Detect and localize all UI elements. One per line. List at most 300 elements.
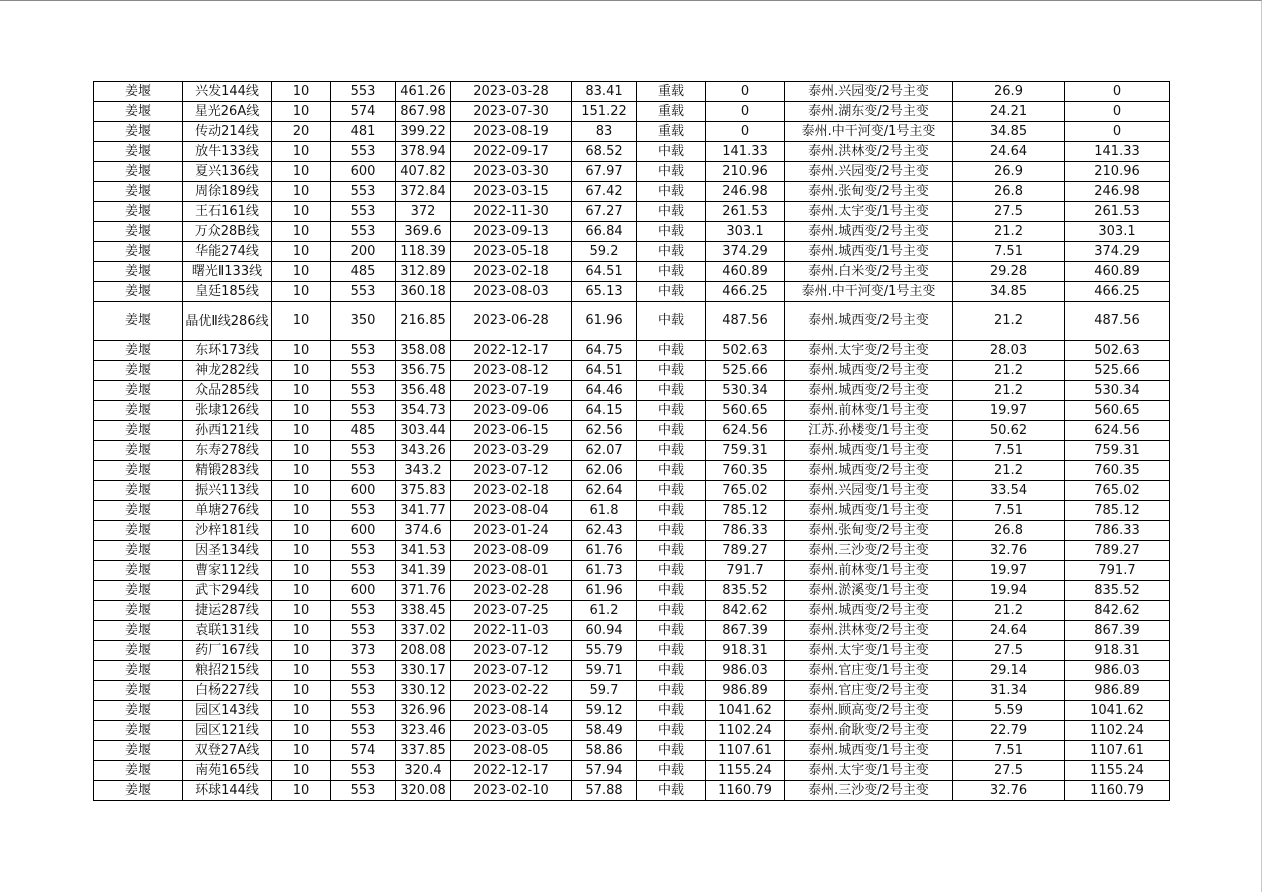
load-status-cell: 中载: [637, 461, 706, 481]
load-cell: 375.83: [396, 481, 451, 501]
region-cell: 姜堰: [94, 441, 183, 461]
region-cell: 姜堰: [94, 621, 183, 641]
region-cell: 姜堰: [94, 781, 183, 801]
line-name-cell: 沙梓181线: [183, 521, 272, 541]
table-row: [94, 341, 1170, 361]
table-row: [94, 222, 1170, 242]
transformer-rate-cell: 21.2: [953, 361, 1065, 381]
load-cell: 330.12: [396, 681, 451, 701]
capacity-cell: 553: [331, 541, 396, 561]
remaining-capacity-cell: 765.02: [1065, 481, 1170, 501]
region-cell: 姜堰: [94, 601, 183, 621]
transformer-rate-cell: 19.94: [953, 581, 1065, 601]
load-status-cell: 中载: [637, 222, 706, 242]
load-rate-cell: 83.41: [572, 82, 637, 102]
remaining-capacity-cell: 525.66: [1065, 361, 1170, 381]
region-cell: 姜堰: [94, 162, 183, 182]
transformer-rate-cell: 21.2: [953, 601, 1065, 621]
transformer-cell: 泰州.太宇变/1号主变: [785, 761, 953, 781]
voltage-cell: 10: [272, 701, 331, 721]
available-capacity-cell: 786.33: [706, 521, 785, 541]
table-row: [94, 182, 1170, 202]
remaining-capacity-cell: 1041.62: [1065, 701, 1170, 721]
transformer-rate-cell: 32.76: [953, 541, 1065, 561]
date-cell: 2023-06-15: [451, 421, 572, 441]
date-cell: 2023-07-12: [451, 641, 572, 661]
load-cell: 337.02: [396, 621, 451, 641]
transformer-cell: 泰州.中干河变/1号主变: [785, 122, 953, 142]
line-name-cell: 孙西121线: [183, 421, 272, 441]
load-cell: 356.75: [396, 361, 451, 381]
line-name-cell: 精锻283线: [183, 461, 272, 481]
region-cell: 姜堰: [94, 222, 183, 242]
date-cell: 2023-08-01: [451, 561, 572, 581]
load-cell: 343.26: [396, 441, 451, 461]
voltage-cell: 10: [272, 541, 331, 561]
voltage-cell: 10: [272, 561, 331, 581]
voltage-cell: 10: [272, 501, 331, 521]
region-cell: 姜堰: [94, 661, 183, 681]
voltage-cell: 10: [272, 621, 331, 641]
table-row: [94, 242, 1170, 262]
load-status-cell: 中载: [637, 262, 706, 282]
remaining-capacity-cell: 210.96: [1065, 162, 1170, 182]
load-status-cell: 中载: [637, 521, 706, 541]
table-row: [94, 102, 1170, 122]
transformer-rate-cell: 24.64: [953, 142, 1065, 162]
remaining-capacity-cell: 1107.61: [1065, 741, 1170, 761]
table-row: [94, 302, 1170, 341]
line-name-cell: 周徐189线: [183, 182, 272, 202]
available-capacity-cell: 835.52: [706, 581, 785, 601]
load-status-cell: 中载: [637, 601, 706, 621]
available-capacity-cell: 141.33: [706, 142, 785, 162]
load-status-cell: 中载: [637, 621, 706, 641]
load-cell: 407.82: [396, 162, 451, 182]
load-rate-cell: 64.75: [572, 341, 637, 361]
date-cell: 2023-08-19: [451, 122, 572, 142]
remaining-capacity-cell: 624.56: [1065, 421, 1170, 441]
line-name-cell: 捷运287线: [183, 601, 272, 621]
load-status-cell: 中载: [637, 361, 706, 381]
voltage-cell: 10: [272, 781, 331, 801]
transformer-cell: 泰州.湖东变/2号主变: [785, 102, 953, 122]
date-cell: 2023-09-06: [451, 401, 572, 421]
voltage-cell: 10: [272, 82, 331, 102]
load-status-cell: 中载: [637, 721, 706, 741]
transformer-cell: 泰州.白米变/2号主变: [785, 262, 953, 282]
transformer-cell: 泰州.顾高变/2号主变: [785, 701, 953, 721]
capacity-cell: 553: [331, 401, 396, 421]
available-capacity-cell: 765.02: [706, 481, 785, 501]
load-rate-cell: 58.86: [572, 741, 637, 761]
region-cell: 姜堰: [94, 501, 183, 521]
load-rate-cell: 59.12: [572, 701, 637, 721]
remaining-capacity-cell: 1155.24: [1065, 761, 1170, 781]
available-capacity-cell: 624.56: [706, 421, 785, 441]
region-cell: 姜堰: [94, 282, 183, 302]
load-cell: 341.39: [396, 561, 451, 581]
table-row: [94, 621, 1170, 641]
capacity-cell: 553: [331, 381, 396, 401]
transformer-rate-cell: 28.03: [953, 341, 1065, 361]
load-cell: 461.26: [396, 82, 451, 102]
voltage-cell: 10: [272, 741, 331, 761]
load-rate-cell: 61.96: [572, 302, 637, 341]
load-status-cell: 重载: [637, 102, 706, 122]
capacity-cell: 200: [331, 242, 396, 262]
load-cell: 374.6: [396, 521, 451, 541]
line-name-cell: 兴发144线: [183, 82, 272, 102]
transformer-rate-cell: 22.79: [953, 721, 1065, 741]
date-cell: 2023-02-22: [451, 681, 572, 701]
available-capacity-cell: 466.25: [706, 282, 785, 302]
voltage-cell: 10: [272, 302, 331, 341]
region-cell: 姜堰: [94, 701, 183, 721]
transformer-rate-cell: 21.2: [953, 302, 1065, 341]
capacity-cell: 553: [331, 82, 396, 102]
transformer-cell: 泰州.洪林变/2号主变: [785, 621, 953, 641]
date-cell: 2023-07-19: [451, 381, 572, 401]
region-cell: 姜堰: [94, 541, 183, 561]
region-cell: 姜堰: [94, 421, 183, 441]
transformer-cell: 泰州.三沙变/2号主变: [785, 541, 953, 561]
load-cell: 356.48: [396, 381, 451, 401]
load-cell: 320.4: [396, 761, 451, 781]
load-rate-cell: 61.8: [572, 501, 637, 521]
remaining-capacity-cell: 466.25: [1065, 282, 1170, 302]
region-cell: 姜堰: [94, 561, 183, 581]
remaining-capacity-cell: 835.52: [1065, 581, 1170, 601]
available-capacity-cell: 918.31: [706, 641, 785, 661]
table-row: [94, 361, 1170, 381]
load-rate-cell: 57.94: [572, 761, 637, 781]
available-capacity-cell: 1160.79: [706, 781, 785, 801]
voltage-cell: 10: [272, 581, 331, 601]
region-cell: 姜堰: [94, 242, 183, 262]
load-rate-cell: 62.07: [572, 441, 637, 461]
load-cell: 378.94: [396, 142, 451, 162]
table-row: [94, 721, 1170, 741]
available-capacity-cell: 560.65: [706, 401, 785, 421]
transformer-rate-cell: 26.9: [953, 162, 1065, 182]
line-name-cell: 放牛133线: [183, 142, 272, 162]
capacity-cell: 553: [331, 182, 396, 202]
transformer-cell: 泰州.城西变/1号主变: [785, 242, 953, 262]
load-status-cell: 中载: [637, 741, 706, 761]
capacity-cell: 350: [331, 302, 396, 341]
remaining-capacity-cell: 560.65: [1065, 401, 1170, 421]
available-capacity-cell: 261.53: [706, 202, 785, 222]
remaining-capacity-cell: 303.1: [1065, 222, 1170, 242]
available-capacity-cell: 0: [706, 82, 785, 102]
date-cell: 2023-09-13: [451, 222, 572, 242]
available-capacity-cell: 460.89: [706, 262, 785, 282]
capacity-cell: 553: [331, 461, 396, 481]
load-cell: 326.96: [396, 701, 451, 721]
transformer-cell: 泰州.前林变/1号主变: [785, 401, 953, 421]
region-cell: 姜堰: [94, 102, 183, 122]
voltage-cell: 10: [272, 641, 331, 661]
voltage-cell: 10: [272, 341, 331, 361]
table-row: [94, 641, 1170, 661]
table-row: [94, 421, 1170, 441]
date-cell: 2022-12-17: [451, 761, 572, 781]
remaining-capacity-cell: 0: [1065, 102, 1170, 122]
region-cell: 姜堰: [94, 741, 183, 761]
capacity-cell: 553: [331, 561, 396, 581]
remaining-capacity-cell: 791.7: [1065, 561, 1170, 581]
table-row: [94, 501, 1170, 521]
capacity-cell: 553: [331, 721, 396, 741]
transformer-rate-cell: 34.85: [953, 122, 1065, 142]
load-cell: 320.08: [396, 781, 451, 801]
region-cell: 姜堰: [94, 481, 183, 501]
remaining-capacity-cell: 986.89: [1065, 681, 1170, 701]
load-rate-cell: 61.73: [572, 561, 637, 581]
transformer-rate-cell: 27.5: [953, 641, 1065, 661]
remaining-capacity-cell: 986.03: [1065, 661, 1170, 681]
load-rate-cell: 62.43: [572, 521, 637, 541]
table-row: [94, 401, 1170, 421]
transformer-cell: 泰州.淤溪变/1号主变: [785, 581, 953, 601]
region-cell: 姜堰: [94, 302, 183, 341]
date-cell: 2022-11-30: [451, 202, 572, 222]
transformer-cell: 泰州.太宇变/1号主变: [785, 202, 953, 222]
line-name-cell: 曹家112线: [183, 561, 272, 581]
table-row: [94, 581, 1170, 601]
load-cell: 371.76: [396, 581, 451, 601]
transformer-cell: 泰州.城西变/1号主变: [785, 501, 953, 521]
line-name-cell: 星光26A线: [183, 102, 272, 122]
line-name-cell: 晶优Ⅱ线286线: [183, 302, 272, 341]
capacity-cell: 481: [331, 122, 396, 142]
load-cell: 399.22: [396, 122, 451, 142]
load-status-cell: 中载: [637, 242, 706, 262]
date-cell: 2023-08-09: [451, 541, 572, 561]
remaining-capacity-cell: 530.34: [1065, 381, 1170, 401]
transformer-rate-cell: 24.64: [953, 621, 1065, 641]
capacity-cell: 553: [331, 661, 396, 681]
remaining-capacity-cell: 760.35: [1065, 461, 1170, 481]
remaining-capacity-cell: 261.53: [1065, 202, 1170, 222]
transformer-cell: 泰州.洪林变/2号主变: [785, 142, 953, 162]
transformer-rate-cell: 31.34: [953, 681, 1065, 701]
load-status-cell: 中载: [637, 282, 706, 302]
available-capacity-cell: 487.56: [706, 302, 785, 341]
table-row: [94, 701, 1170, 721]
available-capacity-cell: 1107.61: [706, 741, 785, 761]
line-name-cell: 南苑165线: [183, 761, 272, 781]
voltage-cell: 10: [272, 461, 331, 481]
date-cell: 2023-03-28: [451, 82, 572, 102]
capacity-cell: 553: [331, 781, 396, 801]
available-capacity-cell: 986.89: [706, 681, 785, 701]
transformer-cell: 泰州.太宇变/1号主变: [785, 641, 953, 661]
table-row: [94, 282, 1170, 302]
load-cell: 360.18: [396, 282, 451, 302]
load-cell: 372: [396, 202, 451, 222]
region-cell: 姜堰: [94, 581, 183, 601]
table-row: [94, 761, 1170, 781]
load-rate-cell: 64.51: [572, 361, 637, 381]
date-cell: 2023-08-14: [451, 701, 572, 721]
date-cell: 2023-01-24: [451, 521, 572, 541]
available-capacity-cell: 0: [706, 102, 785, 122]
remaining-capacity-cell: 1102.24: [1065, 721, 1170, 741]
available-capacity-cell: 867.39: [706, 621, 785, 641]
available-capacity-cell: 502.63: [706, 341, 785, 361]
table-row: [94, 781, 1170, 801]
date-cell: 2023-08-03: [451, 282, 572, 302]
load-rate-cell: 151.22: [572, 102, 637, 122]
load-rate-cell: 58.49: [572, 721, 637, 741]
transformer-cell: 泰州.城西变/2号主变: [785, 361, 953, 381]
transformer-rate-cell: 7.51: [953, 741, 1065, 761]
transformer-rate-cell: 26.8: [953, 182, 1065, 202]
line-name-cell: 粮招215线: [183, 661, 272, 681]
line-name-cell: 双登27A线: [183, 741, 272, 761]
load-cell: 358.08: [396, 341, 451, 361]
load-status-cell: 中载: [637, 302, 706, 341]
line-name-cell: 振兴113线: [183, 481, 272, 501]
capacity-cell: 373: [331, 641, 396, 661]
load-status-cell: 中载: [637, 661, 706, 681]
region-cell: 姜堰: [94, 361, 183, 381]
load-status-cell: 中载: [637, 781, 706, 801]
available-capacity-cell: 530.34: [706, 381, 785, 401]
transformer-cell: 泰州.张甸变/2号主变: [785, 182, 953, 202]
region-cell: 姜堰: [94, 262, 183, 282]
load-rate-cell: 64.15: [572, 401, 637, 421]
voltage-cell: 10: [272, 401, 331, 421]
load-cell: 312.89: [396, 262, 451, 282]
date-cell: 2023-03-15: [451, 182, 572, 202]
date-cell: 2023-06-28: [451, 302, 572, 341]
load-status-cell: 重载: [637, 122, 706, 142]
capacity-cell: 553: [331, 361, 396, 381]
transformer-cell: 泰州.俞耿变/2号主变: [785, 721, 953, 741]
date-cell: 2023-07-25: [451, 601, 572, 621]
available-capacity-cell: 0: [706, 122, 785, 142]
capacity-cell: 600: [331, 162, 396, 182]
transformer-rate-cell: 24.21: [953, 102, 1065, 122]
available-capacity-cell: 789.27: [706, 541, 785, 561]
transformer-cell: 泰州.城西变/2号主变: [785, 381, 953, 401]
remaining-capacity-cell: 867.39: [1065, 621, 1170, 641]
load-status-cell: 中载: [637, 441, 706, 461]
region-cell: 姜堰: [94, 381, 183, 401]
line-name-cell: 曙光Ⅱ133线: [183, 262, 272, 282]
voltage-cell: 10: [272, 681, 331, 701]
remaining-capacity-cell: 246.98: [1065, 182, 1170, 202]
date-cell: 2023-07-30: [451, 102, 572, 122]
line-name-cell: 东寿278线: [183, 441, 272, 461]
transformer-rate-cell: 29.28: [953, 262, 1065, 282]
table-row: [94, 381, 1170, 401]
capacity-cell: 553: [331, 142, 396, 162]
table-row: [94, 162, 1170, 182]
remaining-capacity-cell: 502.63: [1065, 341, 1170, 361]
remaining-capacity-cell: 0: [1065, 122, 1170, 142]
load-status-cell: 中载: [637, 701, 706, 721]
remaining-capacity-cell: 460.89: [1065, 262, 1170, 282]
voltage-cell: 20: [272, 122, 331, 142]
transformer-rate-cell: 32.76: [953, 781, 1065, 801]
capacity-cell: 600: [331, 481, 396, 501]
line-name-cell: 东环173线: [183, 341, 272, 361]
region-cell: 姜堰: [94, 641, 183, 661]
load-status-cell: 中载: [637, 581, 706, 601]
remaining-capacity-cell: 141.33: [1065, 142, 1170, 162]
load-cell: 337.85: [396, 741, 451, 761]
transformer-rate-cell: 7.51: [953, 441, 1065, 461]
transformer-rate-cell: 33.54: [953, 481, 1065, 501]
date-cell: 2023-03-05: [451, 721, 572, 741]
load-status-cell: 中载: [637, 421, 706, 441]
load-status-cell: 中载: [637, 481, 706, 501]
load-status-cell: 中载: [637, 561, 706, 581]
transformer-rate-cell: 19.97: [953, 401, 1065, 421]
line-name-cell: 药厂167线: [183, 641, 272, 661]
remaining-capacity-cell: 759.31: [1065, 441, 1170, 461]
line-name-cell: 环球144线: [183, 781, 272, 801]
capacity-cell: 574: [331, 102, 396, 122]
transformer-cell: 泰州.城西变/2号主变: [785, 302, 953, 341]
transformer-cell: 泰州.前林变/1号主变: [785, 561, 953, 581]
region-cell: 姜堰: [94, 721, 183, 741]
transformer-cell: 泰州.官庄变/2号主变: [785, 681, 953, 701]
date-cell: 2023-07-12: [451, 461, 572, 481]
load-rate-cell: 64.46: [572, 381, 637, 401]
load-status-cell: 中载: [637, 501, 706, 521]
line-name-cell: 神龙282线: [183, 361, 272, 381]
date-cell: 2023-02-10: [451, 781, 572, 801]
transformer-cell: 泰州.兴园变/1号主变: [785, 481, 953, 501]
load-rate-cell: 62.06: [572, 461, 637, 481]
voltage-cell: 10: [272, 441, 331, 461]
load-rate-cell: 68.52: [572, 142, 637, 162]
voltage-cell: 10: [272, 242, 331, 262]
load-rate-cell: 65.13: [572, 282, 637, 302]
load-rate-cell: 61.2: [572, 601, 637, 621]
load-cell: 216.85: [396, 302, 451, 341]
available-capacity-cell: 525.66: [706, 361, 785, 381]
region-cell: 姜堰: [94, 461, 183, 481]
table-row: [94, 82, 1170, 102]
load-cell: 341.53: [396, 541, 451, 561]
transformer-cell: 泰州.三沙变/2号主变: [785, 781, 953, 801]
table-row: [94, 461, 1170, 481]
transformer-cell: 泰州.城西变/2号主变: [785, 222, 953, 242]
capacity-cell: 485: [331, 421, 396, 441]
load-status-cell: 中载: [637, 401, 706, 421]
transformer-rate-cell: 26.9: [953, 82, 1065, 102]
voltage-cell: 10: [272, 601, 331, 621]
voltage-cell: 10: [272, 761, 331, 781]
voltage-cell: 10: [272, 262, 331, 282]
transformer-rate-cell: 7.51: [953, 242, 1065, 262]
line-name-cell: 单塘276线: [183, 501, 272, 521]
load-status-cell: 中载: [637, 341, 706, 361]
region-cell: 姜堰: [94, 82, 183, 102]
table-row: [94, 202, 1170, 222]
voltage-cell: 10: [272, 182, 331, 202]
line-name-cell: 园区121线: [183, 721, 272, 741]
date-cell: 2023-02-18: [451, 481, 572, 501]
transformer-rate-cell: 50.62: [953, 421, 1065, 441]
load-cell: 341.77: [396, 501, 451, 521]
